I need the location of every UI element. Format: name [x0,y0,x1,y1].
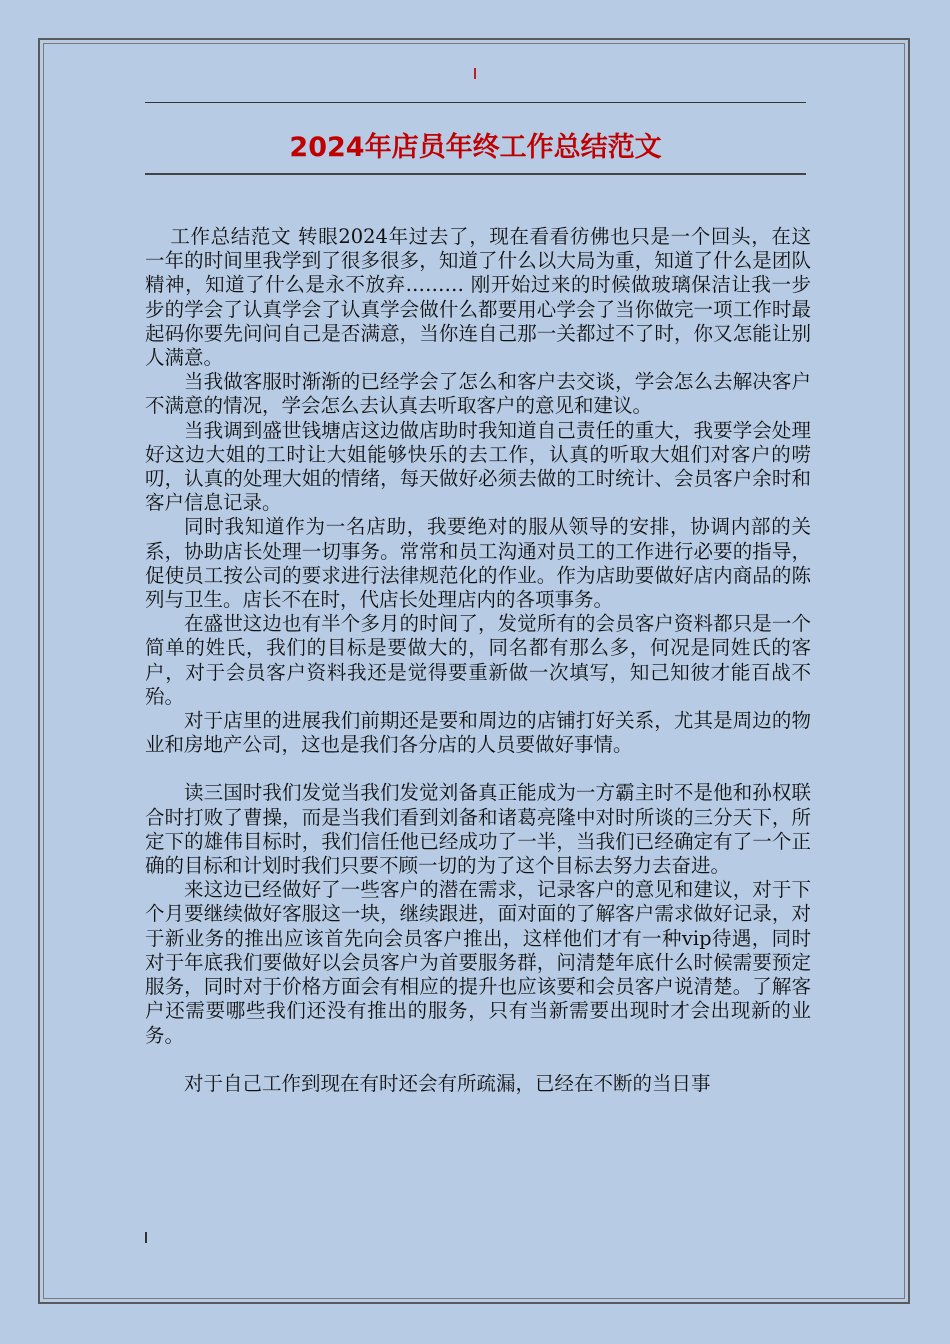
paragraph: 来这边已经做好了一些客户的潜在需求，记录客户的意见和建议，对于下个月要继续做好客服这一块，继续跟进，面对面的了解客户需求做好记录，对于新业务的推出应该首先向会员客户推出，这样他们才有一种vip待遇，同时对于年底我们要做好以会员客户为首要服务群，问清楚年底什么时候需要预定服务，同时对于价格方面会有相应的提升也应该要和会员客户说清楚。了解客户还需要哪些我们还没有推出的服务，只有当新需要出现时才会出现新的业务。 [145,878,811,1047]
paragraph: 在盛世这边也有半个多月的时间了，发觉所有的会员客户资料都只是一个简单的姓氏，我们的目标是要做大的，同名都有那么多，何况是同姓氏的客户，对于会员客户资料我还是觉得要重新做一次填写，知己知彼才能百战不殆。 [145,612,811,708]
paragraph: 当我调到盛世钱塘店这边做店助时我知道自己责任的重大，我要学会处理好这边大姐的工时让大姐能够快乐的去工作，认真的听取大姐们对客户的唠叨，认真的处理大姐的情绪，每天做好必须去做的工时统计、会员客户余时和客户信息记录。 [145,418,811,515]
paragraph: 对于自己工作到现在有时还会有所疏漏，已经在不断的当日事 [184,1071,711,1095]
paragraph: 同时我知道作为一名店助，我要绝对的服从领导的安排，协调内部的关系，协助店长处理一切事务。常常和员工沟通对员工的工作进行必要的指导，促使员工按公司的要求进行法律规范化的作业。作为店助要做好店内商品的陈列与卫生。店长不在时，代店长处理店内的各项事务。 [145,515,811,612]
paragraph: 工作总结范文 转眼2024年过去了，现在看看彷佛也只是一个回头，在这一年的时间里我学到了很多很多，知道了什么以大局为重，知道了什么是团队精神，知道了什么是永不放弃……… 刚开始过来的时候做玻璃保洁让我一步步的学会了认真学会了认真学会做什么都要用心学会了当你做完一项工作时最起码你要先问问自己是否满意，当你连自己那一关都过不了时，你又怎能让别人满意。 [145,225,811,370]
document-body [145,225,811,1096]
title-underline [145,173,806,175]
paragraph: 对于店里的进展我们前期还是要和周边的店铺打好关系，尤其是周边的物业和房地产公司，这也是我们各分店的人员要做好事情。 [145,709,811,757]
header-rule [145,102,806,103]
paragraph: 当我做客服时渐渐的已经学会了怎么和客户去交谈，学会怎么去解决客户不满意的情况，学会怎么去认真去听取客户的意见和建议。 [145,370,811,418]
paragraph: 读三国时我们发觉当我们发觉刘备真正能成为一方霸主时不是他和孙权联合时打败了曹操，而是当我们看到刘备和诸葛亮隆中对时所谈的三分天下，所定下的雄伟目标时，我们信任他已经成功了一半，当我们已经确定有了一个正确的目标和计划时我们只要不顾一切的为了这个目标去努力去奋进。 [145,781,811,878]
footer-marker [145,1232,147,1243]
header-marker [474,68,476,79]
document-title: 2024年店员年终工作总结范文 [289,132,662,163]
